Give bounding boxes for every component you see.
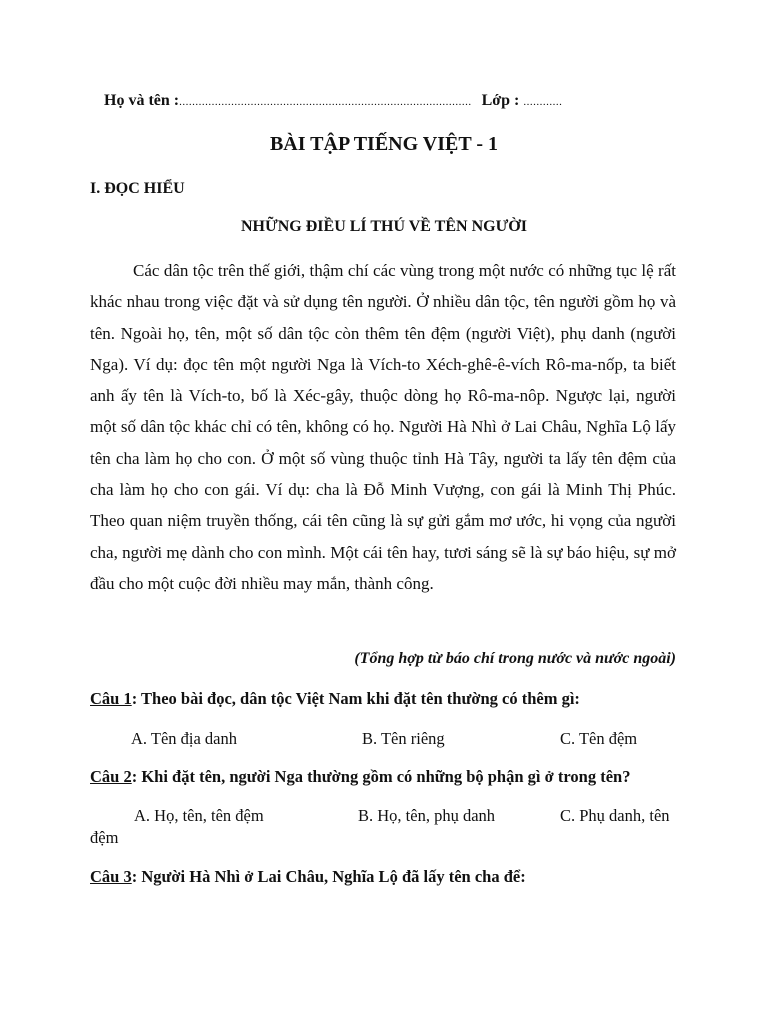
question-1-option-a: A. Tên địa danh — [131, 729, 238, 748]
section-heading: I. ĐỌC HIỂU — [90, 180, 185, 197]
passage-paragraph: Các dân tộc trên thế giới, thậm chí các vùng trong một nước có những tục lệ rất khác nhau trong việc đặt và sử dụng tên người. Ở nhiều dân tộc, tên người gồm họ và tên. Ngoài họ, tên, một số dân tộc còn thêm tên đệm (người Việt), phụ danh (người Nga). Ví dụ: đọc tên một người Nga là Vích-to Xéch-ghê-ê-vích Rô-ma-nốp, ta biết anh ấy tên là Vích-to, bố là Xéc-gây, thuộc dòng họ Rô-ma-nôp. Ngược lại, người một số dân tộc khác chỉ có tên, không có họ. Người Hà Nhì ở Lai Châu, Nghĩa Lộ lấy tên cha làm họ cho con. Ở một số vùng thuộc tỉnh Hà Tây, người ta lấy tên đệm của cha làm họ cho con gái. Ví dụ: cha là Đỗ Minh Vượng, con gái là Minh Thị Phúc. Theo quan niệm truyền thống, cái tên cũng là sự gửi gắm mơ ước, hi vọng của người cha, người mẹ dành cho con mình. Một cái tên hay, tươi sáng sẽ là sự báo hiệu, sự mở đầu cho một cuộc đời nhiều may mắn, thành công. — [90, 261, 676, 593]
class-label: Lớp : — [481, 92, 520, 109]
passage-title: NHỮNG ĐIỀU LÍ THÚ VỀ TÊN NGƯỜI — [241, 218, 527, 235]
question-1-label: Câu 1 — [90, 689, 132, 708]
question-2-text: : Khi đặt tên, người Nga thường gồm có những bộ phận gì ở trong tên? — [131, 767, 631, 786]
name-blank: .......................................................................................... — [179, 96, 472, 108]
passage-source: (Tổng hợp từ báo chí trong nước và nước ngoài) — [354, 650, 676, 667]
worksheet-title: BÀI TẬP TIẾNG VIỆT - 1 — [269, 133, 499, 155]
reading-passage — [90, 255, 676, 599]
question-2-option-b: B. Họ, tên, phụ danh — [358, 806, 496, 825]
class-blank: ............ — [523, 96, 563, 108]
question-1 — [90, 689, 580, 709]
question-2-option-c-continued: đệm — [90, 828, 119, 847]
question-1-option-c: C. Tên đệm — [560, 729, 638, 748]
question-2-option-c: C. Phụ danh, tên — [560, 806, 670, 825]
question-2-label: Câu 2 — [90, 767, 132, 786]
question-1-option-b: B. Tên riêng — [362, 729, 445, 748]
question-3 — [90, 867, 526, 887]
question-3-label: Câu 3 — [90, 867, 132, 886]
question-2-option-a: A. Họ, tên, tên đệm — [134, 806, 264, 825]
name-label: Họ và tên : — [104, 92, 180, 109]
question-1-text: : Theo bài đọc, dân tộc Việt Nam khi đặt tên thường có thêm gì: — [131, 689, 580, 708]
student-info-line — [104, 92, 562, 110]
question-3-text: : Người Hà Nhì ở Lai Châu, Nghĩa Lộ đã lấy tên cha để: — [131, 867, 526, 886]
question-2 — [90, 767, 630, 787]
